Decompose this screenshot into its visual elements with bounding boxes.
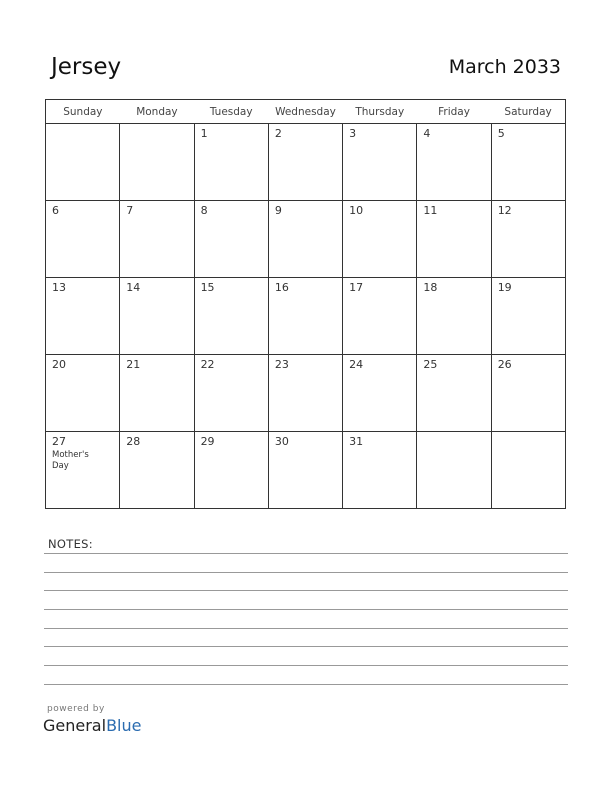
- day-cell: [268, 355, 342, 432]
- day-cell: [417, 201, 491, 278]
- day-number: 23: [274, 358, 289, 371]
- notes-line: [44, 572, 568, 573]
- weekday-wednesday: Wednesday: [268, 100, 342, 124]
- day-cell: [46, 355, 120, 432]
- day-cell: [268, 278, 342, 355]
- day-number: 28: [126, 435, 141, 448]
- day-cell: [46, 432, 120, 509]
- weekday-sunday: Sunday: [46, 100, 120, 124]
- weekday-saturday: Saturday: [491, 100, 565, 124]
- day-number: 22: [200, 358, 215, 371]
- weekday-monday: Monday: [120, 100, 194, 124]
- day-number: 9: [274, 204, 282, 217]
- day-number: [492, 432, 565, 435]
- weekday-thursday: Thursday: [343, 100, 417, 124]
- day-cell: [491, 201, 565, 278]
- day-cell: [120, 432, 194, 509]
- day-number: 30: [274, 435, 289, 448]
- holiday-label: Mother's Day: [52, 450, 89, 471]
- weekday-header-row: [46, 100, 566, 124]
- week-row: [46, 278, 566, 355]
- day-cell: [417, 432, 491, 509]
- day-number: 19: [497, 281, 512, 294]
- notes-line: [44, 553, 568, 554]
- notes-line: [44, 665, 568, 666]
- day-cell: [491, 432, 565, 509]
- day-cell: [46, 124, 120, 201]
- day-cell: [46, 201, 120, 278]
- day-cell: [120, 201, 194, 278]
- day-number: 17: [349, 281, 364, 294]
- day-number: 5: [497, 127, 505, 140]
- notes-line: [44, 628, 568, 629]
- day-cell: [120, 355, 194, 432]
- day-number: 29: [200, 435, 215, 448]
- day-number: 11: [423, 204, 438, 217]
- day-cell: [417, 355, 491, 432]
- day-number: 25: [423, 358, 438, 371]
- day-number: 3: [349, 127, 357, 140]
- day-cell: [491, 124, 565, 201]
- notes-line: [44, 684, 568, 685]
- day-number: 6: [52, 204, 59, 217]
- month-year-title: March 2033: [448, 56, 561, 78]
- day-number: 12: [497, 204, 512, 217]
- day-number: [417, 432, 490, 435]
- day-cell: [120, 278, 194, 355]
- day-cell: [343, 201, 417, 278]
- day-cell: [343, 432, 417, 509]
- powered-by-text: powered by: [47, 704, 105, 714]
- country-title: Jersey: [51, 54, 122, 80]
- day-number: 4: [423, 127, 431, 140]
- day-number: 15: [200, 281, 215, 294]
- brand-general-text: General: [43, 716, 107, 735]
- day-number: 21: [126, 358, 141, 371]
- day-cell: [491, 355, 565, 432]
- day-number: 31: [349, 435, 364, 448]
- day-cell: [491, 278, 565, 355]
- brand-blue-text: Blue: [106, 716, 142, 735]
- day-cell: [417, 278, 491, 355]
- day-cell: [120, 124, 194, 201]
- day-number: 8: [200, 204, 208, 217]
- day-cell: [343, 355, 417, 432]
- calendar-grid: [45, 99, 566, 509]
- day-number: [120, 124, 193, 127]
- day-cell: [194, 124, 268, 201]
- day-cell: [194, 278, 268, 355]
- notes-label: NOTES:: [48, 537, 93, 551]
- day-number: 1: [200, 127, 208, 140]
- day-cell: [46, 278, 120, 355]
- weekday-tuesday: Tuesday: [194, 100, 268, 124]
- day-number: 13: [52, 281, 66, 294]
- day-number: 14: [126, 281, 141, 294]
- day-number: 24: [349, 358, 364, 371]
- day-cell: [194, 201, 268, 278]
- week-row: [46, 124, 566, 201]
- day-cell: [194, 355, 268, 432]
- generalblue-logo: [43, 716, 141, 735]
- day-number: 18: [423, 281, 438, 294]
- notes-line: [44, 609, 568, 610]
- day-number: 27: [52, 435, 66, 448]
- day-number: 2: [274, 127, 282, 140]
- day-number: [46, 124, 119, 127]
- day-cell: [268, 201, 342, 278]
- day-number: 26: [497, 358, 512, 371]
- week-row: [46, 355, 566, 432]
- day-number: 10: [349, 204, 364, 217]
- weekday-friday: Friday: [417, 100, 491, 124]
- day-cell: [343, 124, 417, 201]
- week-row: [46, 432, 566, 509]
- day-cell: [417, 124, 491, 201]
- notes-line: [44, 646, 568, 647]
- day-cell: [268, 124, 342, 201]
- day-cell: [343, 278, 417, 355]
- notes-line: [44, 590, 568, 591]
- day-number: 16: [274, 281, 289, 294]
- day-number: 7: [126, 204, 134, 217]
- day-cell: [194, 432, 268, 509]
- week-row: [46, 201, 566, 278]
- day-number: 20: [52, 358, 66, 371]
- day-cell: [268, 432, 342, 509]
